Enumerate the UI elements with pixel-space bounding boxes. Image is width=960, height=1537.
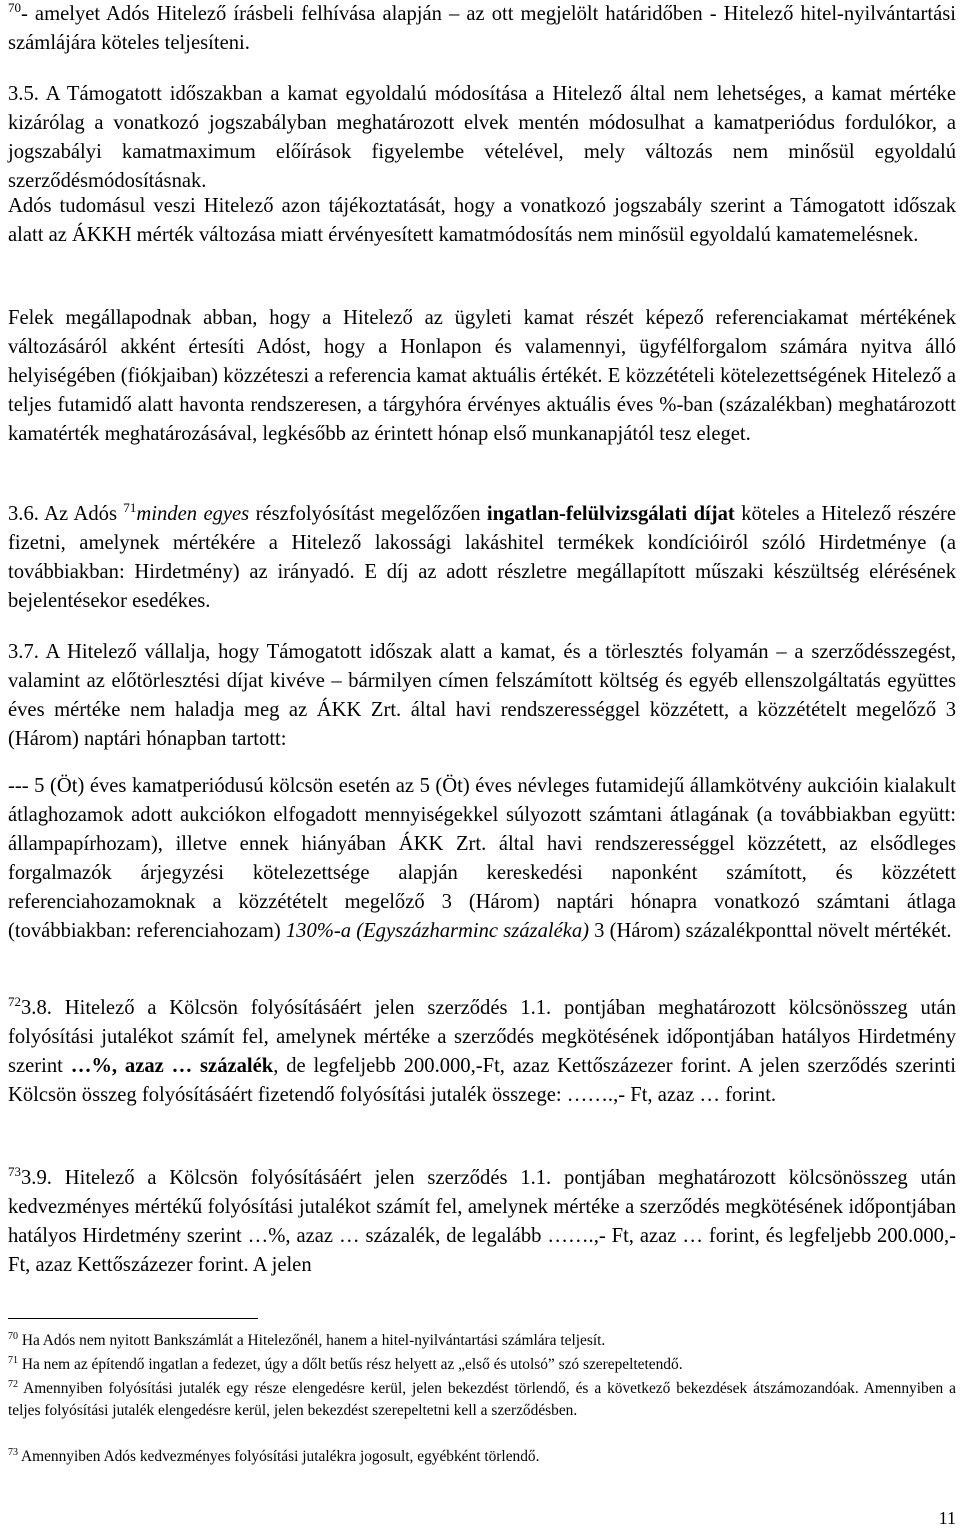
section-3-5 [8, 80, 956, 196]
paragraph-text: Adós tudomásul veszi Hitelező azon tájékoztatását, hogy a vonatkozó jogszabály szerint a Támogatott időszak alatt az ÁKKH mérték változása miatt érvényesített kamatmódosítás nem minősül egyoldalú kamatemelésnek. [8, 195, 956, 246]
paragraph-text: köteles a Hitelező részére fizetni, amelynek mértékére a Hitelező lakossági lakáshitel termékek kondícióiról szóló Hirdetménye (a továbbiakban: Hirdetmény) az irányadó. E díj az adott részletre megállapított műszaki készültség elérésének bejelentésekor esedékes. [8, 503, 956, 612]
paragraph-text: 3.6. Az Adós [8, 503, 124, 525]
footnote-number: 70 [8, 1330, 18, 1342]
section-3-7 [8, 638, 956, 754]
footnote-ref-70: 70 [8, 0, 21, 16]
bold-text: ingatlan-felülvizsgálati díjat [486, 503, 735, 525]
paragraph-text: 3.7. A Hitelező vállalja, hogy Támogatott időszak alatt a kamat, és a törlesztés folyamán – a szerződésszegést, valamint az előtörlesztési díjat kivéve – bármilyen címen felszámított költség és egyéb ellenszolgáltatás együttes éves mértéke nem haladja meg az ÁKK Zrt. által havi rendszerességgel közzétett, a közzétételt megelőző 3 (Három) naptári hónapban tartott: [8, 641, 956, 750]
footnote-text: Amennyiben Adós kedvezményes folyósítási jutalékra jogosult, egyébként törlendő. [21, 1448, 540, 1465]
section-3-8 [8, 994, 956, 1110]
paragraph-text: 3.5. A Támogatott időszakban a kamat egyoldalú módosítása a Hitelező által nem lehetséges, a kamat mértéke kizárólag a vonatkozó jogszabályban meghatározott elvek mentén módosulhat a kamatperiódus fordulókor, a jogszabályi kamatmaximum előírások figyelembe vételével, mely változás nem minősül egyoldalú szerződésmódosításnak. [8, 83, 956, 192]
footnote-text: Amennyiben folyósítási jutalék egy része elengedésre kerül, jelen bekezdést törlendő, és a következő bekezdések átszámozandóak. Amennyiben a teljes folyósítási jutalék elengedésre kerül, jelen bekezdést szerepeltetni kell a szerződésben. [8, 1380, 957, 1419]
footnote-73 [8, 1446, 956, 1468]
footnote-71 [8, 1354, 956, 1376]
paragraph-text: 3.9. Hitelező a Kölcsön folyósításáért jelen szerződés 1.1. pontjában meghatározott kölcsönösszeg után kedvezményes mértékű folyósítási jutalékot számít fel, amelynek mértéke a szerződés megkötésének időpontjában hatályos Hirdetmény szerint …%, azaz … százalék, de legalább …….,- Ft, azaz … forint, és legfeljebb 200.000,- Ft, azaz Kettőszázezer forint. A jelen [8, 1167, 956, 1276]
footnote-number: 72 [8, 1378, 18, 1390]
paragraph-felek-megallapodnak [8, 304, 956, 449]
footnote-72 [8, 1378, 956, 1422]
footnote-divider [8, 1318, 258, 1319]
footnote-number: 73 [8, 1446, 18, 1458]
footnote-text: Ha Adós nem nyitott Bankszámlát a Hitelezőnél, hanem a hitel-nyilvántartási számlára teljesít. [21, 1332, 606, 1349]
paragraph-text: Felek megállapodnak abban, hogy a Hitelező az ügyleti kamat részét képező referenciakamat mértékének változásáról akként értesíti Adóst, hogy a Honlapon és valamennyi, ügyfélforgalom számára nyitva álló helyiségében (fiókjaiban) közzéteszi a referencia kamat aktuális értékét. E közzétételi kötelezettségének Hitelező a teljes futamidő alatt havonta rendszeresen, a tárgyhóra érvényes aktuális éves %-ban (százalékban) meghatározott kamatérték meghatározásával, legkésőbb az érintett hónap első munkanapjától tesz eleget. [8, 307, 956, 445]
paragraph-continuation [8, 0, 956, 58]
footnote-ref-71: 71 [123, 500, 137, 516]
paragraph-text: 3 (Három) százalékponttal növelt mértékét. [589, 920, 952, 942]
footnote-ref-73: 73 [8, 1164, 21, 1180]
italic-text: 130%-a (Egyszázharminc százaléka) [285, 920, 590, 942]
bold-text: …%, azaz … százalék [70, 1055, 274, 1077]
paragraph-text: 3.8. Hitelező a Kölcsön folyósításáért jelen szerződés 1.1. pontjában meghatározott kölcsönösszeg után folyósítási jutalékot számít fel, amelynek mértéke a szerződés megkötésének időpontjában hatályos Hirdetmény szerint [8, 997, 956, 1077]
section-3-9 [8, 1164, 956, 1280]
paragraph-text: részfolyósítást megelőzően [249, 503, 487, 525]
italic-text: minden egyes [136, 503, 250, 525]
footnote-number: 71 [8, 1354, 18, 1366]
paragraph-text: - amelyet Adós Hitelező írásbeli felhívása alapján – az ott megjelölt határidőben - Hitelező hitel-nyilvántartási számlájára köteles teljesíteni. [8, 3, 956, 54]
paragraph-text: , de legfeljebb 200.000,-Ft, azaz Kettőszázezer forint. A jelen szerződés szerinti Kölcsön összeg folyósításáért fizetendő folyósítási jutalék összege: …….,- Ft, azaz … forint. [8, 1055, 956, 1106]
footnote-ref-72: 72 [8, 994, 21, 1010]
footnote-70 [8, 1330, 956, 1352]
paragraph-5-eves [8, 772, 956, 946]
footnote-text: Ha nem az építendő ingatlan a fedezet, úgy a dőlt betűs rész helyett az „első és utolsó” szó szerepeltetendő. [21, 1356, 683, 1373]
page-number: 11 [938, 1508, 956, 1528]
section-3-6 [8, 500, 956, 616]
paragraph-text: --- 5 (Öt) éves kamatperiódusú kölcsön esetén az 5 (Öt) éves névleges futamidejű államkötvény aukcióin kialakult átlaghozamok adott aukciókon elfogadott mennyiségekkel súlyozott számtani átlagának (a továbbiakban együtt: állampapírhozam), illetve ennek hiányában ÁKK Zrt. által havi rendszerességgel közzétett, az elsődleges forgalmazók árjegyzési kötelezettsége alapján kereskedési naponként számított, és közzétett referenciahozamoknak a közzétételt megelőző 3 (Három) naptári hónapra vonatkozó számtani átlaga (továbbiakban: referenciahozam) [8, 775, 956, 942]
paragraph-adoss-tudomasul [8, 192, 956, 250]
